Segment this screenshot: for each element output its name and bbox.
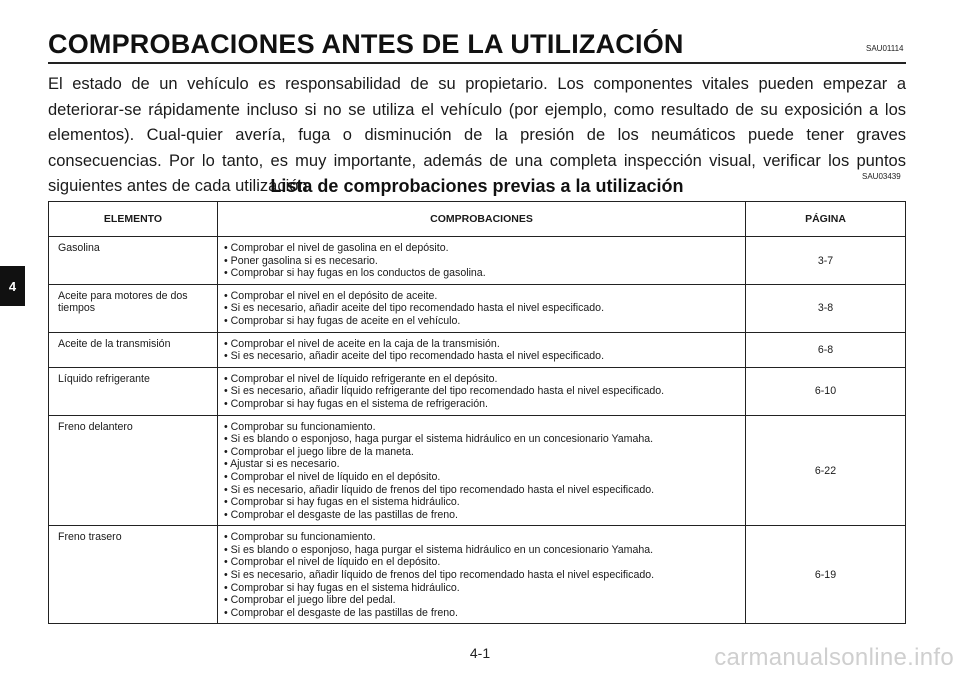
row-item: Aceite para motores de dos tiempos — [49, 284, 218, 332]
check-item: • Comprobar si hay fugas de aceite en el vehículo. — [224, 315, 739, 328]
checklist-code: SAU03439 — [862, 172, 901, 181]
table-row — [49, 526, 906, 624]
check-item: • Comprobar el juego libre de la maneta. — [224, 446, 739, 459]
row-item: Gasolina — [49, 237, 218, 285]
table-row — [49, 415, 906, 526]
check-item: • Comprobar el desgaste de las pastillas de freno. — [224, 607, 739, 620]
check-item: • Comprobar el nivel de aceite en la caja de la transmisión. — [224, 338, 739, 351]
check-item: • Si es necesario, añadir líquido de frenos del tipo recomendado hasta el nivel especificado. — [224, 569, 739, 582]
header-page: PÁGINA — [746, 202, 906, 237]
section-code: SAU01114 — [866, 44, 904, 53]
checks-list — [224, 421, 739, 522]
row-checks — [218, 415, 746, 526]
watermark: carmanualsonline.info — [714, 644, 954, 671]
row-checks — [218, 367, 746, 415]
row-page: 6-8 — [746, 332, 906, 367]
table-row — [49, 284, 906, 332]
check-item: • Si es blando o esponjoso, haga purgar el sistema hidráulico en un concesionario Yamaha. — [224, 433, 739, 446]
check-item: • Comprobar el nivel de líquido refrigerante en el depósito. — [224, 373, 739, 386]
title-rule — [48, 62, 906, 64]
header-item: ELEMENTO — [49, 202, 218, 237]
check-item: • Comprobar si hay fugas en los conductos de gasolina. — [224, 267, 739, 280]
row-checks — [218, 284, 746, 332]
check-item: • Si es necesario, añadir líquido refrigerante del tipo recomendado hasta el nivel especificado. — [224, 385, 739, 398]
table-row — [49, 332, 906, 367]
check-item: • Comprobar el desgaste de las pastillas de freno. — [224, 509, 739, 522]
row-checks — [218, 237, 746, 285]
row-item: Líquido refrigerante — [49, 367, 218, 415]
row-page: 6-19 — [746, 526, 906, 624]
check-item: • Comprobar el nivel de líquido en el depósito. — [224, 471, 739, 484]
check-item: • Comprobar si hay fugas en el sistema hidráulico. — [224, 582, 739, 595]
row-item: Freno trasero — [49, 526, 218, 624]
checklist-body — [49, 237, 906, 624]
checklist-title: Lista de comprobaciones previas a la utilización — [270, 176, 684, 196]
checks-list — [224, 290, 739, 328]
intro-paragraph: El estado de un vehículo es responsabilidad de su propietario. Los componentes vitales pueden empezar a deteriorar-se rápidamente incluso si no se utiliza el vehículo (por ejemplo, como resultado de su exposición a los elementos). Cual-quier avería, fuga o disminución de la presión de los neumáticos puede tener graves consecuencias. Por lo tanto, es muy importante, además de una completa inspección visual, verificar los puntos siguientes antes de cada utilización. — [48, 75, 906, 195]
row-checks — [218, 526, 746, 624]
check-item: • Si es blando o esponjoso, haga purgar el sistema hidráulico en un concesionario Yamaha. — [224, 544, 739, 557]
check-item: • Comprobar si hay fugas en el sistema hidráulico. — [224, 496, 739, 509]
table-row — [49, 367, 906, 415]
check-item: • Si es necesario, añadir líquido de frenos del tipo recomendado hasta el nivel especificado. — [224, 484, 739, 497]
check-item: • Poner gasolina si es necesario. — [224, 255, 739, 268]
row-item: Freno delantero — [49, 415, 218, 526]
check-item: • Si es necesario, añadir aceite del tipo recomendado hasta el nivel especificado. — [224, 350, 739, 363]
checks-list — [224, 531, 739, 619]
page-title: COMPROBACIONES ANTES DE LA UTILIZACIÓN — [48, 29, 684, 59]
header-checks: COMPROBACIONES — [218, 202, 746, 237]
page-number: 4-1 — [469, 645, 491, 661]
check-item: • Comprobar su funcionamiento. — [224, 531, 739, 544]
chapter-tab: 4 — [0, 266, 25, 306]
row-page: 3-8 — [746, 284, 906, 332]
row-page: 3-7 — [746, 237, 906, 285]
check-item: • Si es necesario, añadir aceite del tipo recomendado hasta el nivel especificado. — [224, 302, 739, 315]
checks-list — [224, 373, 739, 411]
check-item: • Comprobar el nivel en el depósito de aceite. — [224, 290, 739, 303]
table-row — [49, 237, 906, 285]
checklist-table — [48, 201, 906, 624]
check-item: • Comprobar el nivel de gasolina en el depósito. — [224, 242, 739, 255]
row-item: Aceite de la transmisión — [49, 332, 218, 367]
check-item: • Ajustar si es necesario. — [224, 458, 739, 471]
row-page: 6-22 — [746, 415, 906, 526]
checks-list — [224, 242, 739, 280]
checks-list — [224, 338, 739, 363]
check-item: • Comprobar si hay fugas en el sistema de refrigeración. — [224, 398, 739, 411]
check-item: • Comprobar su funcionamiento. — [224, 421, 739, 434]
table-header-row — [49, 202, 906, 237]
check-item: • Comprobar el juego libre del pedal. — [224, 594, 739, 607]
check-item: • Comprobar el nivel de líquido en el depósito. — [224, 556, 739, 569]
row-page: 6-10 — [746, 367, 906, 415]
row-checks — [218, 332, 746, 367]
